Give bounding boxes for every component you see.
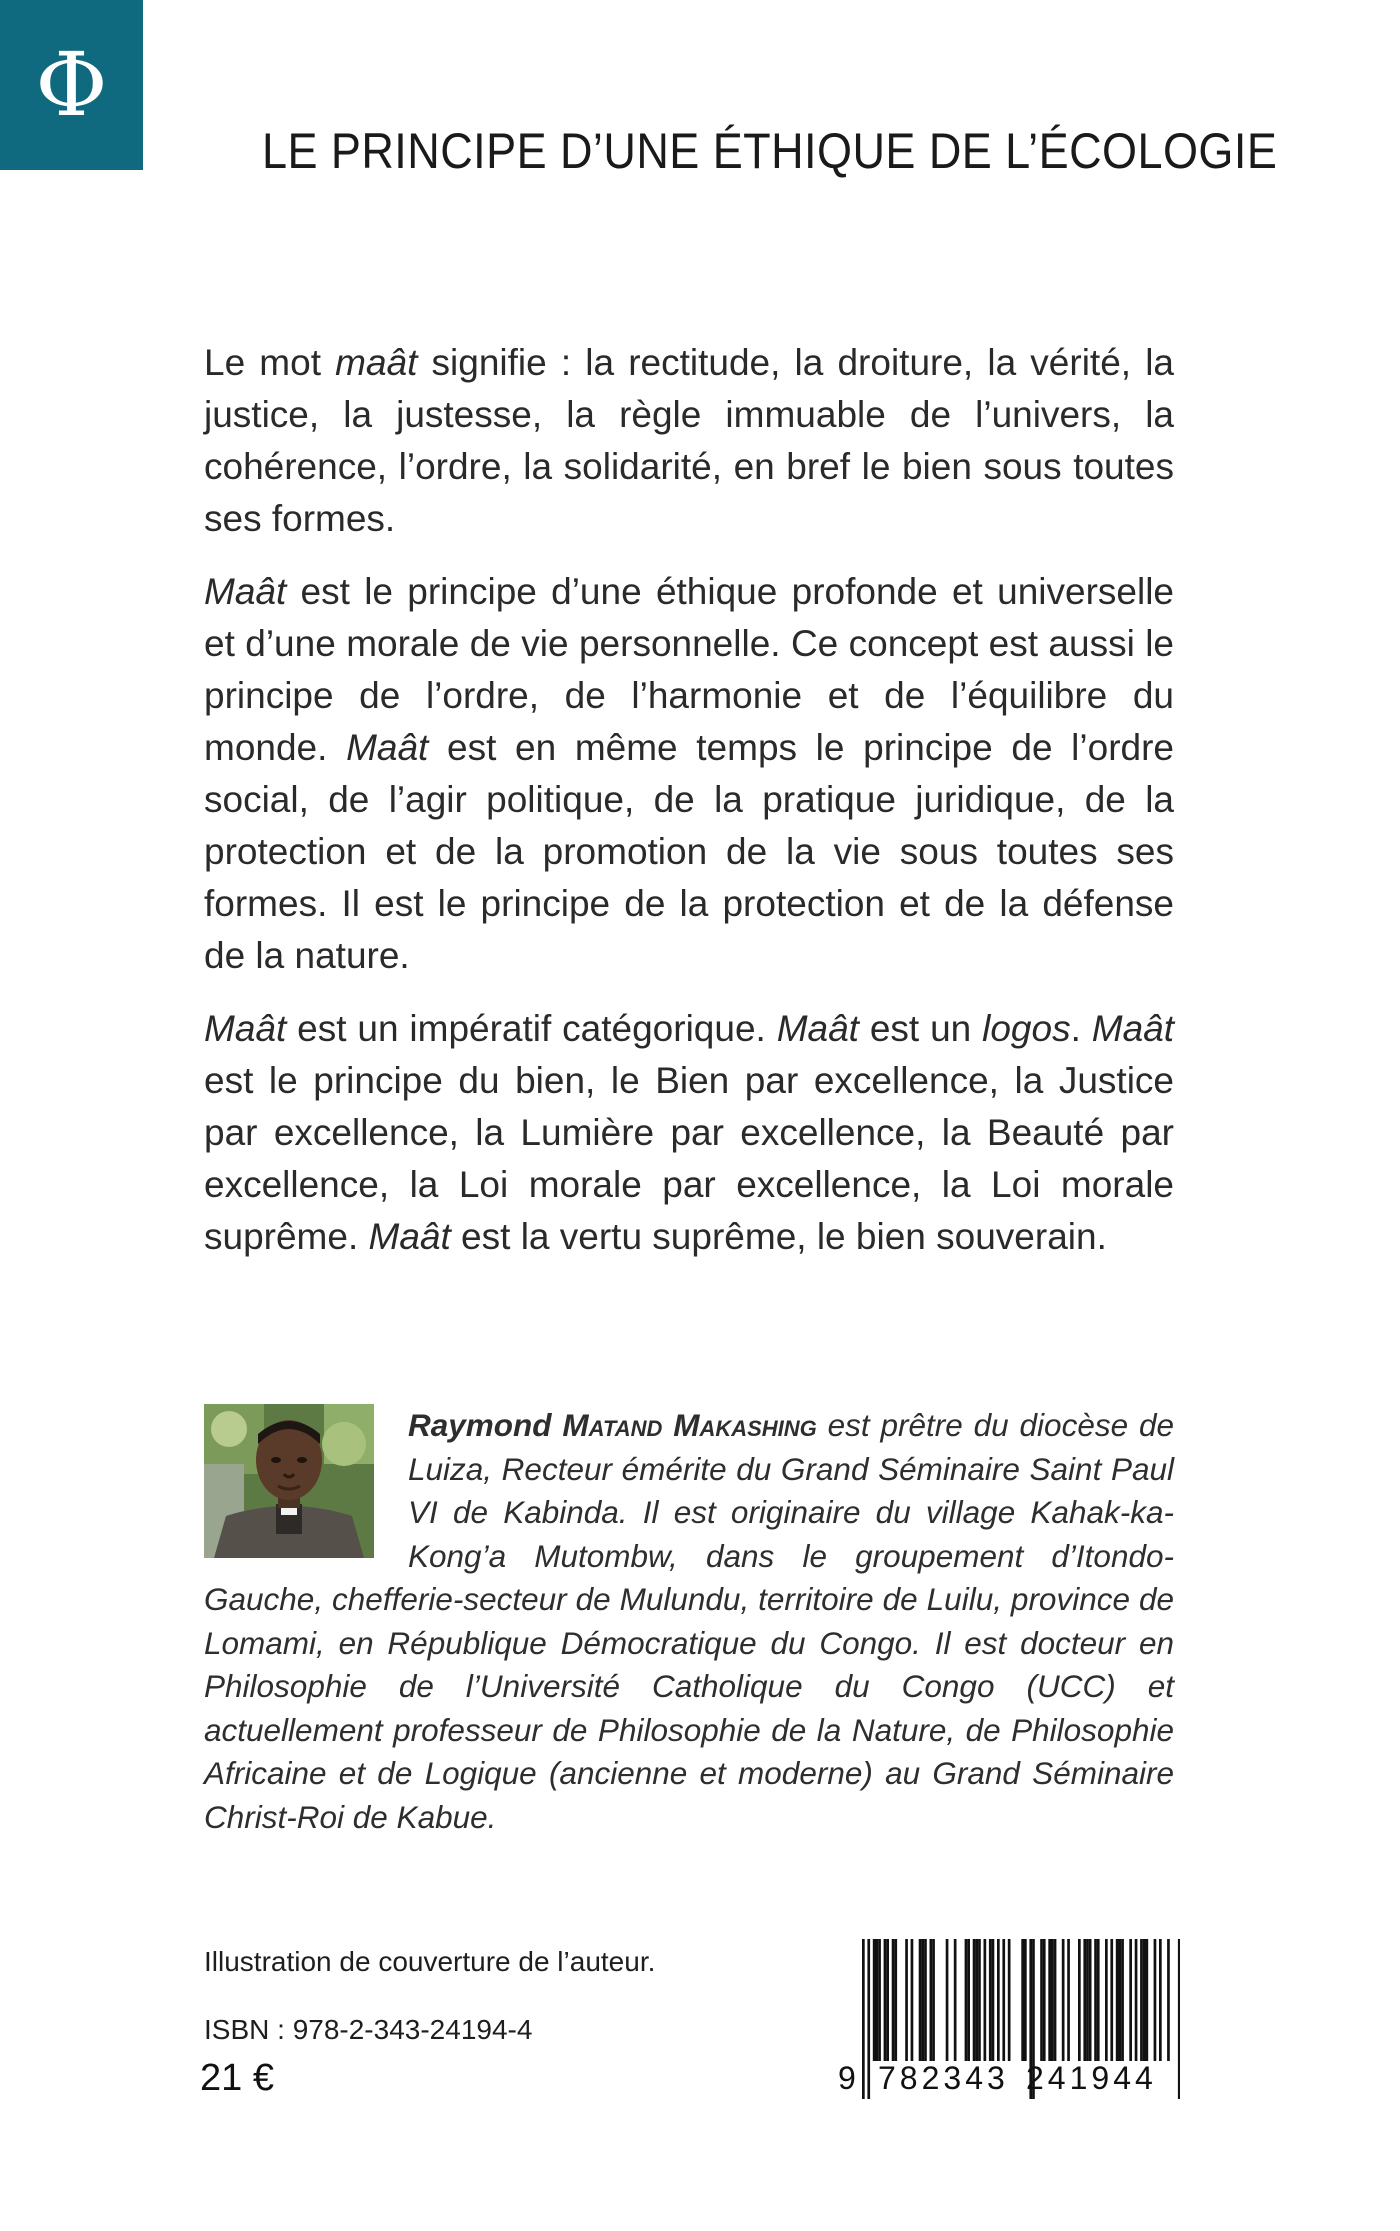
barcode-bar xyxy=(1024,1939,1027,2061)
text-run: est un impératif catégorique. xyxy=(286,1008,777,1049)
barcode-bar xyxy=(965,1939,968,2061)
barcode-bar xyxy=(884,1939,887,2061)
author-name xyxy=(408,1407,817,1443)
author-bio xyxy=(204,1404,1174,1839)
text-run: . xyxy=(1070,1008,1092,1049)
barcode-bar xyxy=(1167,1939,1170,2061)
italic-term: Maât xyxy=(204,1008,287,1049)
barcode-bar xyxy=(1097,1939,1100,2061)
barcode-bar xyxy=(1094,1939,1097,2061)
barcode-bar xyxy=(975,1939,978,2061)
barcode-bar xyxy=(992,1939,995,2061)
barcode-bar xyxy=(1129,1939,1132,2061)
barcode-bar xyxy=(1140,1939,1143,2061)
barcode-bar xyxy=(1121,1939,1124,2061)
book-title: LE PRINCIPE D’UNE ÉTHIQUE DE L’ÉCOLOGIE xyxy=(262,123,1278,179)
barcode-bar xyxy=(878,1939,881,2061)
italic-term: logos xyxy=(982,1008,1071,1049)
barcode-bar xyxy=(973,1939,976,2061)
blurb-paragraph-2 xyxy=(204,566,1174,982)
barcode-bar xyxy=(1119,1939,1122,2061)
barcode-bar xyxy=(1021,1939,1024,2061)
barcode-bar xyxy=(1135,1939,1138,2061)
italic-term: Maât xyxy=(368,1216,451,1257)
barcode-bar xyxy=(1089,1939,1092,2061)
barcode-bar xyxy=(1048,1939,1051,2061)
barcode-bar xyxy=(1078,1939,1081,2061)
text-run: est un xyxy=(858,1008,983,1049)
barcode-bar xyxy=(1002,1939,1005,2061)
author-last-name: Matand Makashing xyxy=(562,1407,817,1443)
phi-logo-icon: Φ xyxy=(35,33,108,136)
barcode-bar xyxy=(1008,1939,1011,2061)
barcode-bar xyxy=(1067,1939,1070,2061)
barcode-first-digit: 9 xyxy=(838,2060,856,2096)
text-run: est le principe du bien, le Bien par excellence, la Justice par excellence, la Lumière par excellence, la Beauté par excellence, la Loi morale par excellence, la Loi morale suprême. xyxy=(204,1060,1174,1257)
barcode-bar xyxy=(978,1939,981,2061)
blurb xyxy=(204,337,1174,1284)
barcode-bar xyxy=(911,1939,914,2061)
barcode-bar xyxy=(905,1939,908,2061)
barcode-group-2: 241944 xyxy=(1026,2060,1157,2096)
author-photo xyxy=(204,1404,374,1558)
barcode-bar xyxy=(989,1939,992,2061)
barcode-bar xyxy=(1110,1939,1113,2061)
barcode-bar xyxy=(886,1939,889,2061)
barcode-bar xyxy=(984,1939,987,2061)
italic-term: Maât xyxy=(346,727,429,768)
barcode-bar xyxy=(946,1939,949,2061)
barcode-bar xyxy=(1051,1939,1054,2061)
barcode-bar xyxy=(892,1939,895,2061)
barcode-bar xyxy=(932,1939,935,2061)
isbn: ISBN : 978-2-343-24194-4 xyxy=(204,2014,533,2045)
barcode-bar xyxy=(1116,1939,1119,2061)
italic-term: Maât xyxy=(1091,1008,1175,1049)
italic-term: maât xyxy=(335,342,418,383)
barcode-bar xyxy=(876,1939,879,2061)
publisher-logo xyxy=(0,0,143,170)
author-first-name: Raymond xyxy=(408,1407,552,1443)
blurb-paragraph-1 xyxy=(204,337,1174,545)
italic-term: Maât xyxy=(204,571,287,612)
barcode-bar xyxy=(1054,1939,1057,2061)
italic-term: Maât xyxy=(776,1008,859,1049)
barcode-bar xyxy=(1143,1939,1146,2061)
barcode-bar xyxy=(1040,1939,1043,2061)
barcode-bar xyxy=(1083,1939,1086,2061)
barcode-digits xyxy=(838,2060,1180,2100)
barcode-bar xyxy=(954,1939,957,2061)
text-run: est en même temps le principe de l’ordre social, de l’agir politique, de la pratique juridique, de la protection et de la promotion de la vie sous toutes ses formes. Il est le principe de la protection et de la défense de la nature. xyxy=(204,727,1174,976)
barcode-bar xyxy=(921,1939,924,2061)
text-run: signifie : la rectitude, la droiture, la vérité, la justice, la justesse, la règle immuable de l’univers, la cohérence, l’ordre, la solidarité, en bref le bien sous toutes ses formes. xyxy=(204,342,1174,539)
barcode-bar xyxy=(924,1939,927,2061)
text-run: est la vertu suprême, le bien souverain. xyxy=(450,1216,1107,1257)
barcode-bar xyxy=(1146,1939,1149,2061)
barcode-bar xyxy=(930,1939,933,2061)
barcode-bar xyxy=(1062,1939,1065,2061)
barcode-bar xyxy=(967,1939,970,2061)
barcode-bar xyxy=(1105,1939,1108,2061)
bio-body: est prêtre du diocèse de Luiza, Recteur émérite du Grand Séminaire Saint Paul VI de Kabinda. Il est originaire du village Kahak-ka-Kong’a Mutombw, dans le groupement d’Itondo-Gauche, chefferie-secteur de Mulundu, territoire de Luilu, province de Lomami, en République Démocratique du Congo. Il est docteur en Philosophie de l’Université Catholique du Congo (UCC) et actuellement professeur de Philosophie de la Nature, de Philosophie Africaine et de Logique (ancienne et moderne) au Grand Séminaire Christ-Roi de Kabue. xyxy=(204,1407,1174,1835)
barcode-bar xyxy=(1154,1939,1157,2061)
barcode-bar xyxy=(1159,1939,1162,2061)
barcode-bar xyxy=(894,1939,897,2061)
barcode-bar xyxy=(997,1939,1000,2061)
barcode-bar xyxy=(1086,1939,1089,2061)
text-run: est le principe d’une éthique profonde et universelle et d’une morale de vie personnelle. Ce concept est aussi le principe de l’ordre, de l’harmonie et de l’équilibre du monde. xyxy=(204,571,1174,768)
price: 21 € xyxy=(200,2057,274,2099)
barcode-bar xyxy=(919,1939,922,2061)
barcode-bar xyxy=(873,1939,876,2061)
blurb-paragraph-3 xyxy=(204,1003,1174,1263)
text-run: Le mot xyxy=(204,342,336,383)
cover-credit: Illustration de couverture de l’auteur. xyxy=(204,1946,656,1977)
author-portrait-icon xyxy=(204,1404,374,1558)
barcode-group-1: 782343 xyxy=(878,2060,1009,2096)
barcode-bar xyxy=(1043,1939,1046,2061)
